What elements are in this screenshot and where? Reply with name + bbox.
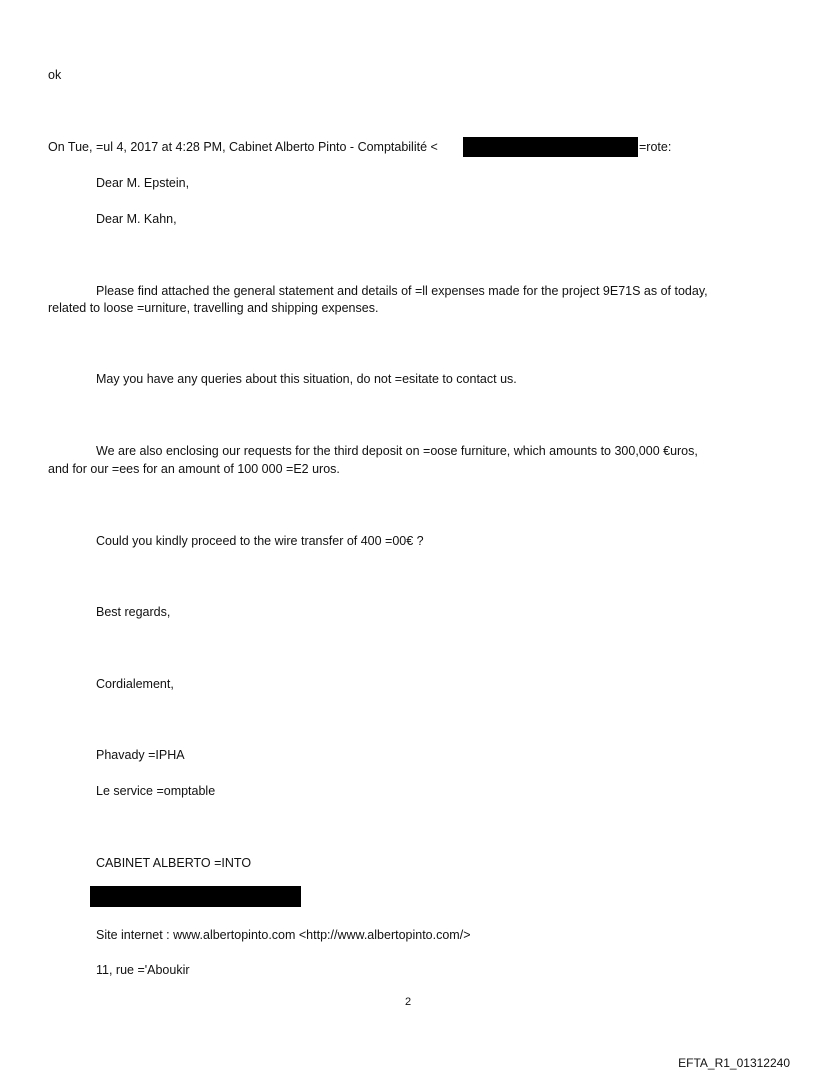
signature-address: 11, rue ='Aboukir xyxy=(96,963,190,977)
quote-header-prefix: On Tue, =ul 4, 2017 at 4:28 PM, Cabinet Alberto Pinto - Comptabilité < xyxy=(48,140,438,154)
signature-website: Site internet : www.albertopinto.com <http://www.albertopinto.com/> xyxy=(96,928,471,942)
redacted-contact-block xyxy=(90,886,301,907)
paragraph-1-line-1: Please find attached the general statement and details of =ll expenses made for the project 9E71S as of today, xyxy=(96,284,708,298)
page-number: 2 xyxy=(404,996,412,1008)
signature-company: CABINET ALBERTO =INTO xyxy=(96,856,252,870)
signature-name: Phavady =IPHA xyxy=(96,748,185,762)
paragraph-3-line-1: We are also enclosing our requests for the third deposit on =oose furniture, which amounts to 300,000 €uros, xyxy=(96,444,698,458)
signature-department: Le service =omptable xyxy=(96,784,216,798)
paragraph-3-line-2: and for our =ees for an amount of 100 000 =E2 uros. xyxy=(48,462,340,476)
quote-header-suffix: =rote: xyxy=(639,140,672,154)
greeting-epstein: Dear M. Epstein, xyxy=(96,176,190,190)
redacted-email-block xyxy=(463,137,638,157)
closing-best-regards: Best regards, xyxy=(96,605,171,619)
paragraph-1-line-2: related to loose =urniture, travelling and shipping expenses. xyxy=(48,301,379,315)
greeting-kahn: Dear M. Kahn, xyxy=(96,212,177,226)
closing-cordialement: Cordialement, xyxy=(96,677,174,691)
paragraph-4: Could you kindly proceed to the wire transfer of 400 =00€ ? xyxy=(96,534,424,548)
paragraph-2: May you have any queries about this situation, do not =esitate to contact us. xyxy=(96,372,517,386)
reply-text: ok xyxy=(48,68,62,82)
document-id: EFTA_R1_01312240 xyxy=(678,1056,790,1070)
